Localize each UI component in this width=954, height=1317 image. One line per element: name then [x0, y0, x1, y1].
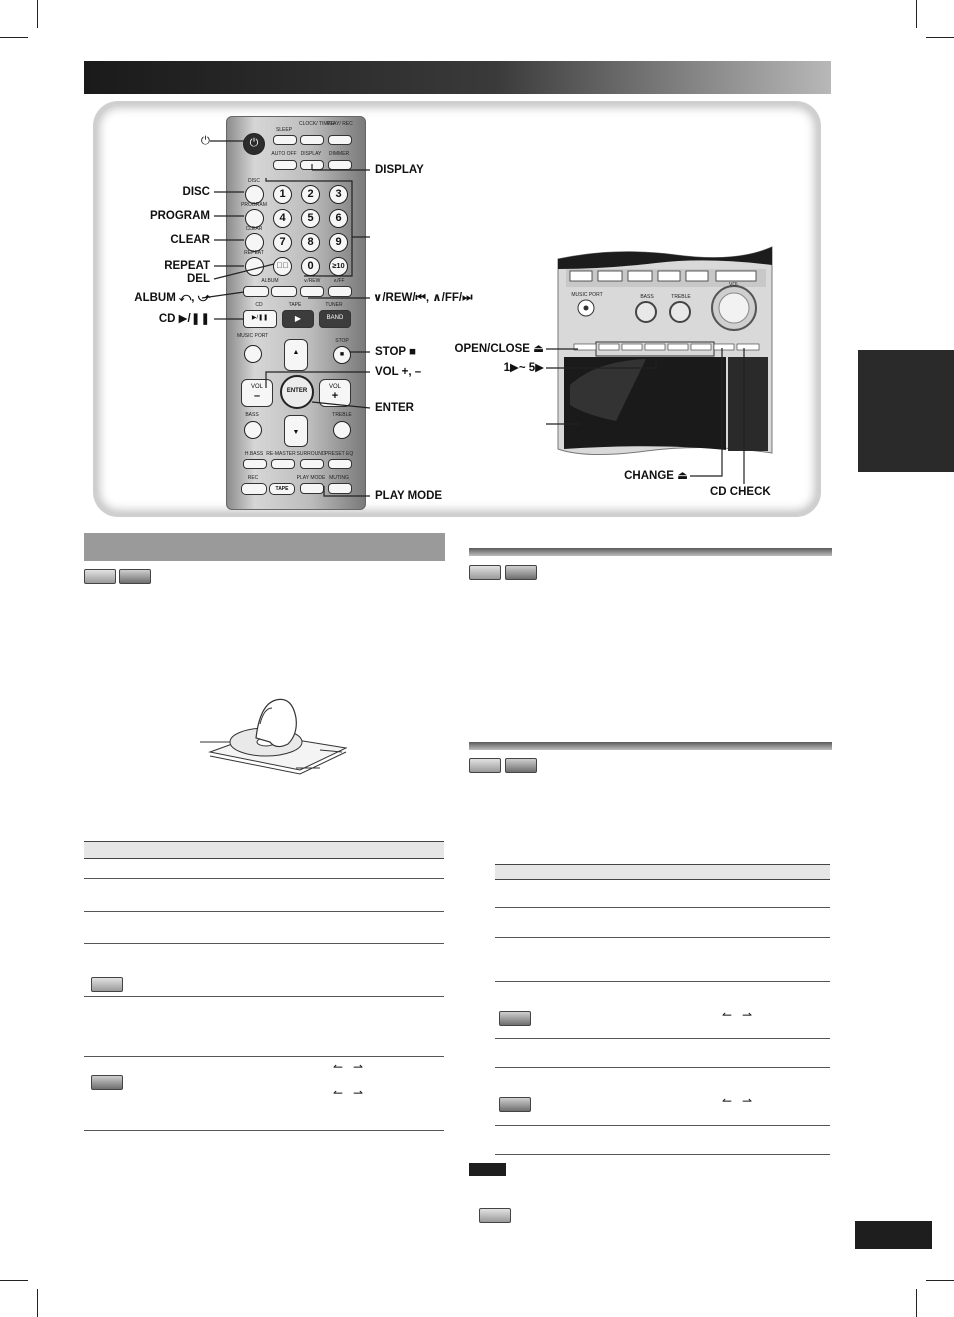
ff-button[interactable] [328, 286, 352, 297]
remote-label-disc: DISC [248, 178, 260, 184]
section-header-bar [84, 533, 445, 561]
label-display: DISPLAY [375, 164, 424, 176]
remote-label-music-port: MUSIC PORT [237, 333, 269, 339]
table-row-divider [84, 878, 444, 879]
remote-label-repeat: REPEAT [244, 250, 264, 256]
label-rew-ff: ∨/REW/⏮, ∧/FF/⏭ [373, 292, 473, 304]
remote-label-tuner: TUNER [325, 302, 343, 308]
remote-label-clear: CLEAR [245, 226, 263, 232]
repeat-button[interactable] [245, 257, 264, 276]
album-arrows-icon: ↼ ⇀ [333, 1060, 364, 1074]
stop-icon: ■ [339, 351, 345, 358]
number-button[interactable]: 0 [301, 257, 320, 276]
vol-plus-button[interactable]: VOL + [319, 379, 351, 407]
table-row-divider [495, 1125, 830, 1126]
rec-button[interactable] [241, 483, 267, 495]
up-arrow-icon: ▲ [292, 349, 300, 356]
del-icon: ▯⃞ [276, 261, 289, 270]
badge [469, 565, 501, 580]
label-change: CHANGE ⏏ [624, 470, 688, 482]
remote-control [226, 116, 366, 510]
unit-label-bass: BASS [640, 294, 654, 300]
badge [469, 758, 501, 773]
table-header [495, 864, 830, 880]
remote-label-clock-timer: CLOCK/ TIMER [299, 121, 335, 127]
crop-mark [37, 0, 38, 28]
remote-label-bass: BASS [245, 412, 259, 418]
crop-mark [926, 37, 954, 38]
tape-play-button[interactable] [282, 310, 314, 328]
label-open-close: OPEN/CLOSE ⏏ [454, 343, 544, 355]
label-play-mode: PLAY MODE [375, 490, 443, 502]
table-row-divider [495, 981, 830, 982]
label-program: PROGRAM [149, 210, 210, 222]
section-rule [469, 742, 832, 750]
crop-mark [916, 1289, 917, 1317]
number-button[interactable]: 6 [329, 209, 348, 228]
table-row-divider [495, 1038, 830, 1039]
remote-label-dimmer: DIMMER [328, 151, 350, 157]
preset-eq-button[interactable] [328, 459, 352, 469]
album-prev-button[interactable] [243, 286, 269, 297]
play-mode-button[interactable] [300, 483, 324, 494]
table-row-divider [84, 1130, 444, 1131]
badge [505, 565, 537, 580]
display-button[interactable] [300, 160, 324, 170]
table-row-divider [495, 1067, 830, 1068]
side-tab [858, 350, 954, 472]
treble-button[interactable] [333, 421, 351, 439]
badge [479, 1208, 511, 1223]
crop-mark [0, 37, 28, 38]
crop-mark [926, 1280, 954, 1281]
crop-mark [916, 0, 917, 28]
number-button[interactable]: 2 [301, 185, 320, 204]
table-row-divider [84, 1056, 444, 1057]
vol-minus-button[interactable]: VOL – [241, 379, 273, 407]
album-arrows-icon: ↼ ⇀ [333, 1086, 364, 1100]
music-port-button[interactable] [244, 345, 262, 363]
remote-label-rec: REC [247, 475, 259, 481]
number-button[interactable]: 3 [329, 185, 348, 204]
table-row-divider [84, 996, 444, 997]
label-one-five: 1▶~ 5▶ [503, 362, 544, 374]
number-button[interactable]: ≥10 [329, 257, 348, 276]
clock-timer-button[interactable] [300, 135, 324, 145]
muting-button[interactable] [328, 483, 352, 494]
unit-label-treble: TREBLE [671, 294, 691, 300]
remaster-button[interactable] [271, 459, 295, 469]
cursor-down-button[interactable] [284, 415, 308, 447]
hbass-button[interactable] [243, 459, 267, 469]
number-button[interactable]: 4 [273, 209, 292, 228]
crop-mark [37, 1289, 38, 1317]
badge [91, 977, 123, 992]
main-unit-body [556, 245, 774, 457]
sleep-button[interactable] [273, 135, 297, 145]
badge [84, 569, 116, 584]
remote-label-cd: CD [255, 302, 263, 308]
number-button[interactable]: 5 [301, 209, 320, 228]
label-disc: DISC [182, 186, 210, 198]
label-repeat: REPEAT [164, 260, 210, 272]
label-cd-play: CD ▶/❚❚ [158, 313, 210, 325]
number-button[interactable]: 1 [273, 185, 292, 204]
down-arrow-icon: ▼ [292, 429, 300, 436]
unit-label-vol: VOL [728, 282, 739, 288]
label-clear: CLEAR [170, 234, 210, 246]
surround-button[interactable] [300, 459, 324, 469]
table-header [84, 841, 444, 859]
dimmer-button[interactable] [328, 160, 352, 170]
table-row-divider [84, 943, 444, 944]
page-number-tab [855, 1221, 932, 1249]
album-arrows-icon: ↼ ⇀ [722, 1008, 753, 1022]
album-next-button[interactable] [271, 286, 297, 297]
remote-label-album: ALBUM [261, 278, 279, 284]
badge [505, 758, 537, 773]
remote-label-display: DISPLAY [300, 151, 322, 157]
label-cd-check: CD CHECK [710, 486, 771, 498]
section-rule [469, 548, 832, 556]
number-button[interactable]: 9 [329, 233, 348, 252]
remote-label-tape: TAPE [288, 302, 302, 308]
unit-label-music-port: MUSIC PORT [571, 292, 603, 298]
remote-label-treble: TREBLE [332, 412, 352, 418]
remote-label-remaster: RE-MASTER [266, 451, 296, 457]
remote-label-rew: ∨/REW [303, 278, 321, 284]
badge [91, 1075, 123, 1090]
label-power: ⏻ [200, 135, 210, 147]
stop-button[interactable] [333, 346, 351, 364]
table-row-divider [495, 937, 830, 938]
number-button[interactable]: 7 [273, 233, 292, 252]
remote-label-surround: SURROUND [296, 451, 326, 457]
number-button[interactable]: 8 [301, 233, 320, 252]
remote-label-play-mode: PLAY MODE [296, 475, 326, 481]
badge [119, 569, 151, 584]
remote-label-ff: ∧/FF [333, 278, 345, 284]
play-rec-button[interactable] [328, 135, 352, 145]
auto-off-button[interactable] [273, 160, 297, 170]
main-unit-illustration [556, 245, 774, 457]
note-label-box [469, 1163, 506, 1176]
label-stop: STOP ■ [375, 346, 417, 358]
minus-icon: – [253, 390, 261, 402]
page-header-bar [84, 61, 831, 94]
remote-label-hbass: H.BASS [244, 451, 264, 457]
label-vol: VOL +, – [375, 366, 422, 378]
tuner-band-button[interactable]: BAND [319, 310, 351, 328]
table-row-divider [495, 907, 830, 908]
remote-label-sleep: SLEEP [275, 127, 293, 133]
plus-icon: + [331, 390, 339, 402]
remote-label-muting: MUTING [329, 475, 349, 481]
remote-label-program: PROGRAM [241, 202, 267, 208]
disc-handling-illustration [200, 694, 350, 776]
del-button[interactable] [273, 257, 292, 276]
table-row-divider [84, 911, 444, 912]
tape-button[interactable]: TAPE [269, 483, 295, 495]
remote-label-preset-eq: PRESET EQ [324, 451, 354, 457]
album-arrows-icon: ↼ ⇀ [722, 1094, 753, 1108]
rew-button[interactable] [300, 286, 324, 297]
badge [499, 1097, 531, 1112]
bass-button[interactable] [244, 421, 262, 439]
enter-button[interactable]: ENTER [280, 375, 314, 409]
remote-label-auto-off: AUTO OFF [271, 151, 297, 157]
crop-mark [0, 1280, 28, 1281]
remote-label-play-rec: PLAY/ REC [327, 121, 353, 127]
label-del: DEL [187, 273, 210, 285]
play-icon: ▶ [294, 314, 302, 323]
table-row-divider [495, 1154, 830, 1155]
play-pause-icon: ▶/❚❚ [251, 315, 269, 321]
label-album: ALBUM ⤺, ⤻ [134, 292, 210, 304]
label-enter: ENTER [375, 402, 414, 414]
cd-play-pause-button[interactable] [243, 310, 277, 328]
power-icon: ⏻ [249, 137, 259, 149]
badge [499, 1011, 531, 1026]
remote-power-button[interactable] [243, 133, 265, 155]
remote-label-stop: STOP [335, 338, 349, 344]
cursor-up-button[interactable] [284, 339, 308, 371]
